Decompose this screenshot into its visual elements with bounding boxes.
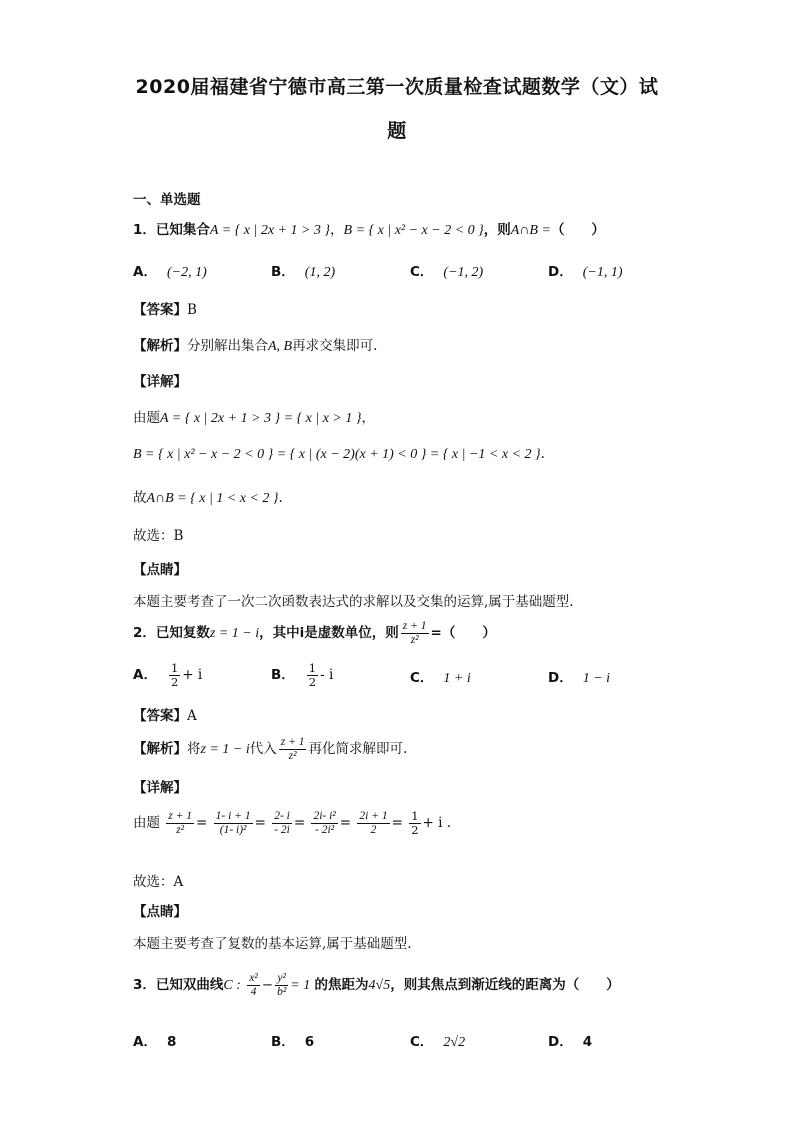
q3-option-b: B． 6 <box>271 1034 315 1050</box>
q1-detail-line-3: 故A∩B = { x | 1 < x < 2 }. <box>133 490 283 506</box>
q1-choice: 故选：B <box>133 528 184 544</box>
set-b: B = { x | x² − x − 2 < 0 } <box>343 223 484 238</box>
q3-option-c: C． 2√2 <box>410 1034 466 1050</box>
q1-review: 本题主要考查了一次二次函数表达式的求解以及交集的运算,属于基础题型. <box>133 594 574 610</box>
q1-option-c: C． (−1, 2) <box>410 264 484 280</box>
q1-analysis: 【解析】分别解出集合A, B再求交集即可. <box>133 338 378 354</box>
q2-option-c: C． 1 + i <box>410 670 471 686</box>
q2-review-heading: 【点睛】 <box>133 904 187 920</box>
q1-detail-line-1: 由题A = { x | 2x + 1 > 3 } = { x | x > 1 }， <box>133 410 375 426</box>
q1-review-heading: 【点睛】 <box>133 562 187 578</box>
section-heading: 一、单选题 <box>133 192 201 208</box>
q2-review: 本题主要考查了复数的基本运算,属于基础题型. <box>133 936 412 952</box>
question-2-stem: 2．已知复数z = 1 − i，其中i是虚数单位，则 $\frac{z + 1}{\text{z²}}$ =（ ） <box>133 620 496 646</box>
question-1-stem: 1．已知集合A = { x | 2x + 1 > 3 }，B = { x | x² − x − 2 < 0 }，则A∩B =（ ） <box>133 222 605 238</box>
q2-detail-line: 由题 $\frac{z + 1}{\text{z²}}$ = $\frac{1- i + 1}{\text{(1- i)²}}$ = $\frac{2- i}{- 2i}$ = $\frac{\text{2i- i²}}{\text{- 2i²}}$ = $\frac{2i + 1}{2}$ = $\frac{1}{2}$ + i . <box>133 809 452 837</box>
q2-detail-heading: 【详解】 <box>133 780 187 796</box>
q1-detail-heading: 【详解】 <box>133 374 187 390</box>
q2-option-a: A． $\frac{1}{2}$ + i <box>133 661 203 689</box>
q1-detail-line-2: B = { x | x² − x − 2 < 0 } = { x | (x − 2)(x + 1) < 0 } = { x | −1 < x < 2 }. <box>133 446 545 462</box>
q1-option-d: D． (−1, 1) <box>548 264 623 280</box>
q2-answer: 【答案】A <box>133 708 197 724</box>
q2-stem-fraction: $\frac{z + 1}{\text{z²}}$ <box>402 620 427 646</box>
question-3-stem: 3．已知双曲线C : $\frac{\text{x²}}{4}$ − $\frac{\text{y²}}{\text{b²}}$ = 1 的焦距为4√5，则其焦点到渐近线的距离为（ ） <box>133 972 620 998</box>
q2-choice: 故选：A <box>133 874 184 890</box>
q3-option-a: A． 8 <box>133 1034 177 1050</box>
q1-option-b: B． (1, 2) <box>271 264 336 280</box>
q1-answer: 【答案】B <box>133 302 197 318</box>
document-title: 2020届福建省宁德市高三第一次质量检查试题数学（文）试 <box>135 76 659 98</box>
q2-analysis: 【解析】将z = 1 − i代入 $\frac{z + 1}{\text{z²}}$ 再化简求解即可. <box>133 736 408 762</box>
q2-option-d: D． 1 − i <box>548 670 611 686</box>
q3-option-d: D． 4 <box>548 1034 593 1050</box>
intersection-expr: A∩B = <box>510 223 551 238</box>
set-a: A = { x | 2x + 1 > 3 } <box>209 223 331 238</box>
document-title-continued: 题 <box>387 120 407 142</box>
q2-option-b: B． $\frac{1}{2}$ - i <box>271 661 334 689</box>
q1-option-a: A． (−2, 1) <box>133 264 207 280</box>
